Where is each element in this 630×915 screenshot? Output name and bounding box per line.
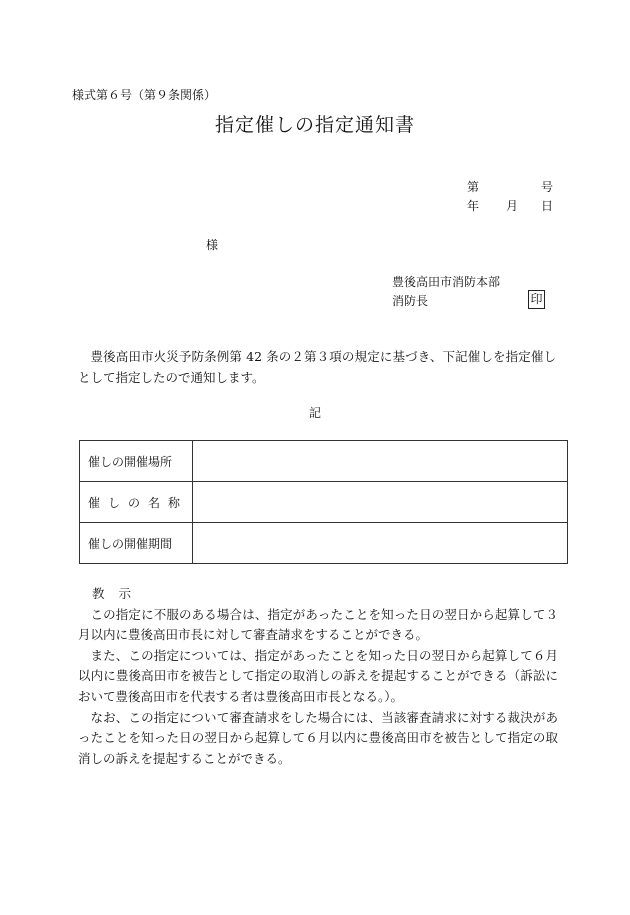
form-number: 様式第６号（第９条関係） xyxy=(72,88,217,102)
date-year: 年 xyxy=(467,199,480,213)
label-event-name xyxy=(80,482,193,523)
document-title: 指定催しの指定通知書 xyxy=(214,114,415,136)
instruction-heading-line xyxy=(78,584,558,605)
instruction-paragraph: この指定に不服のある場合は、指定があったことを知った日の翌日から起算して３月以内に豊後高田市長に対して審査請求をすることができる。 xyxy=(78,606,558,643)
value-event-name xyxy=(193,482,568,523)
label-char: 称 xyxy=(167,495,180,510)
issuer-org: 豊後高田市消防本部 xyxy=(392,275,501,289)
label-char: 催 xyxy=(88,495,101,510)
addressee-suffix: 様 xyxy=(206,238,219,252)
issuer-role: 消防長 xyxy=(392,294,429,308)
value-venue xyxy=(193,441,568,482)
table-row xyxy=(80,441,568,482)
ki-heading: 記 xyxy=(308,406,321,420)
instruction-paragraph: また、この指定については、指定があったことを知った日の翌日から起算して６月以内に豊後高田市を被告として指定の取消しの訴えを提起することができる（訴訟において豊後高田市を代表する者は豊後高田市長となる。）。 xyxy=(78,647,558,704)
instruction-heading: 教示 xyxy=(92,586,146,601)
label-char: 名 xyxy=(147,495,160,510)
date-month: 月 xyxy=(506,199,519,213)
instruction-section xyxy=(78,584,558,769)
notice-body: 豊後高田市火災予防条例第 42 条の２第３項の規定に基づき、下記催しを指定催しとして指定したので通知します。 xyxy=(78,349,556,385)
doc-number-suffix: 号 xyxy=(541,180,554,194)
table-row xyxy=(80,523,568,564)
date-day: 日 xyxy=(541,199,554,213)
label-char: し xyxy=(107,495,120,510)
label-venue: 催しの開催場所 xyxy=(80,441,193,482)
event-info-table xyxy=(79,440,568,564)
seal-mark: 印 xyxy=(528,290,545,309)
table-row xyxy=(80,482,568,523)
doc-number-prefix: 第 xyxy=(467,180,480,194)
value-period xyxy=(193,523,568,564)
instruction-paragraph: なお、この指定について審査請求をした場合には、当該審査請求に対する裁決があったことを知った日の翌日から起算して６月以内に豊後高田市を被告として指定の取消しの訴えを提起することができる。 xyxy=(78,709,558,766)
label-char: の xyxy=(127,495,140,510)
label-period: 催しの開催期間 xyxy=(80,523,193,564)
